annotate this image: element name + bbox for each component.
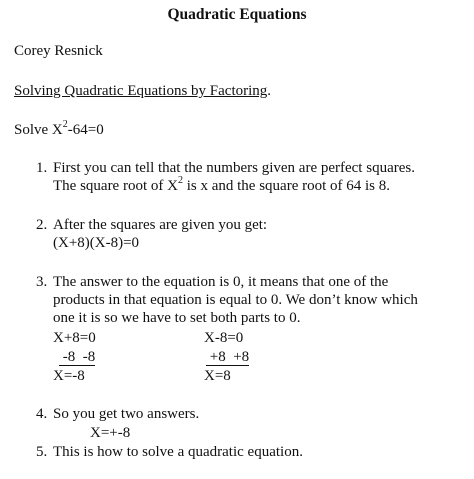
left-equation: X+8=0: [53, 330, 96, 346]
step-5-number: 5.: [36, 444, 48, 460]
document-title: Quadratic Equations: [167, 6, 307, 23]
step-2-line-1: After the squares are given you get:: [53, 217, 268, 233]
section-heading-period: .: [267, 83, 272, 99]
step-4-line-1: So you get two answers.: [53, 406, 200, 422]
step-1-line-1: First you can tell that the numbers given are perfect squares.: [53, 160, 415, 176]
step-1-line-2-suffix: is x and the square root of 64 is 8.: [182, 178, 391, 194]
step-2-equation: (X+8)(X-8)=0: [53, 235, 140, 251]
step-4-answer: X=+-8: [90, 425, 131, 441]
problem-prefix: Solve X: [14, 122, 63, 138]
left-subtraction: [59, 348, 95, 366]
section-heading-text: Solving Quadratic Equations by Factoring: [14, 83, 268, 99]
author-name: Corey Resnick: [14, 43, 103, 59]
problem-statement: [14, 121, 104, 139]
step-3-line-2: products in that equation is equal to 0. We don’t know which: [53, 292, 418, 308]
step-1-exponent: 2: [177, 175, 183, 186]
step-1-line-2-prefix: The square root of X: [53, 178, 178, 194]
right-addition: [206, 348, 249, 366]
right-equation: X-8=0: [204, 330, 244, 346]
right-addition-text: +8 +8: [206, 349, 250, 365]
step-3-line-3: one it is so we have to set both parts to 0.: [53, 310, 301, 326]
problem-suffix: -64=0: [67, 122, 104, 138]
step-3-number: 3.: [36, 274, 48, 290]
step-1-number: 1.: [36, 160, 48, 176]
section-heading: [14, 82, 271, 100]
problem-exponent: 2: [62, 119, 68, 130]
left-result: X=-8: [53, 368, 85, 384]
step-1-line-2: [53, 177, 390, 195]
step-2-number: 2.: [36, 217, 48, 233]
step-4-number: 4.: [36, 406, 48, 422]
step-3-line-1: The answer to the equation is 0, it means that one of the: [53, 274, 389, 290]
right-result: X=8: [204, 368, 231, 384]
step-5-line-1: This is how to solve a quadratic equation.: [53, 444, 303, 460]
left-subtraction-text: -8 -8: [59, 349, 96, 365]
